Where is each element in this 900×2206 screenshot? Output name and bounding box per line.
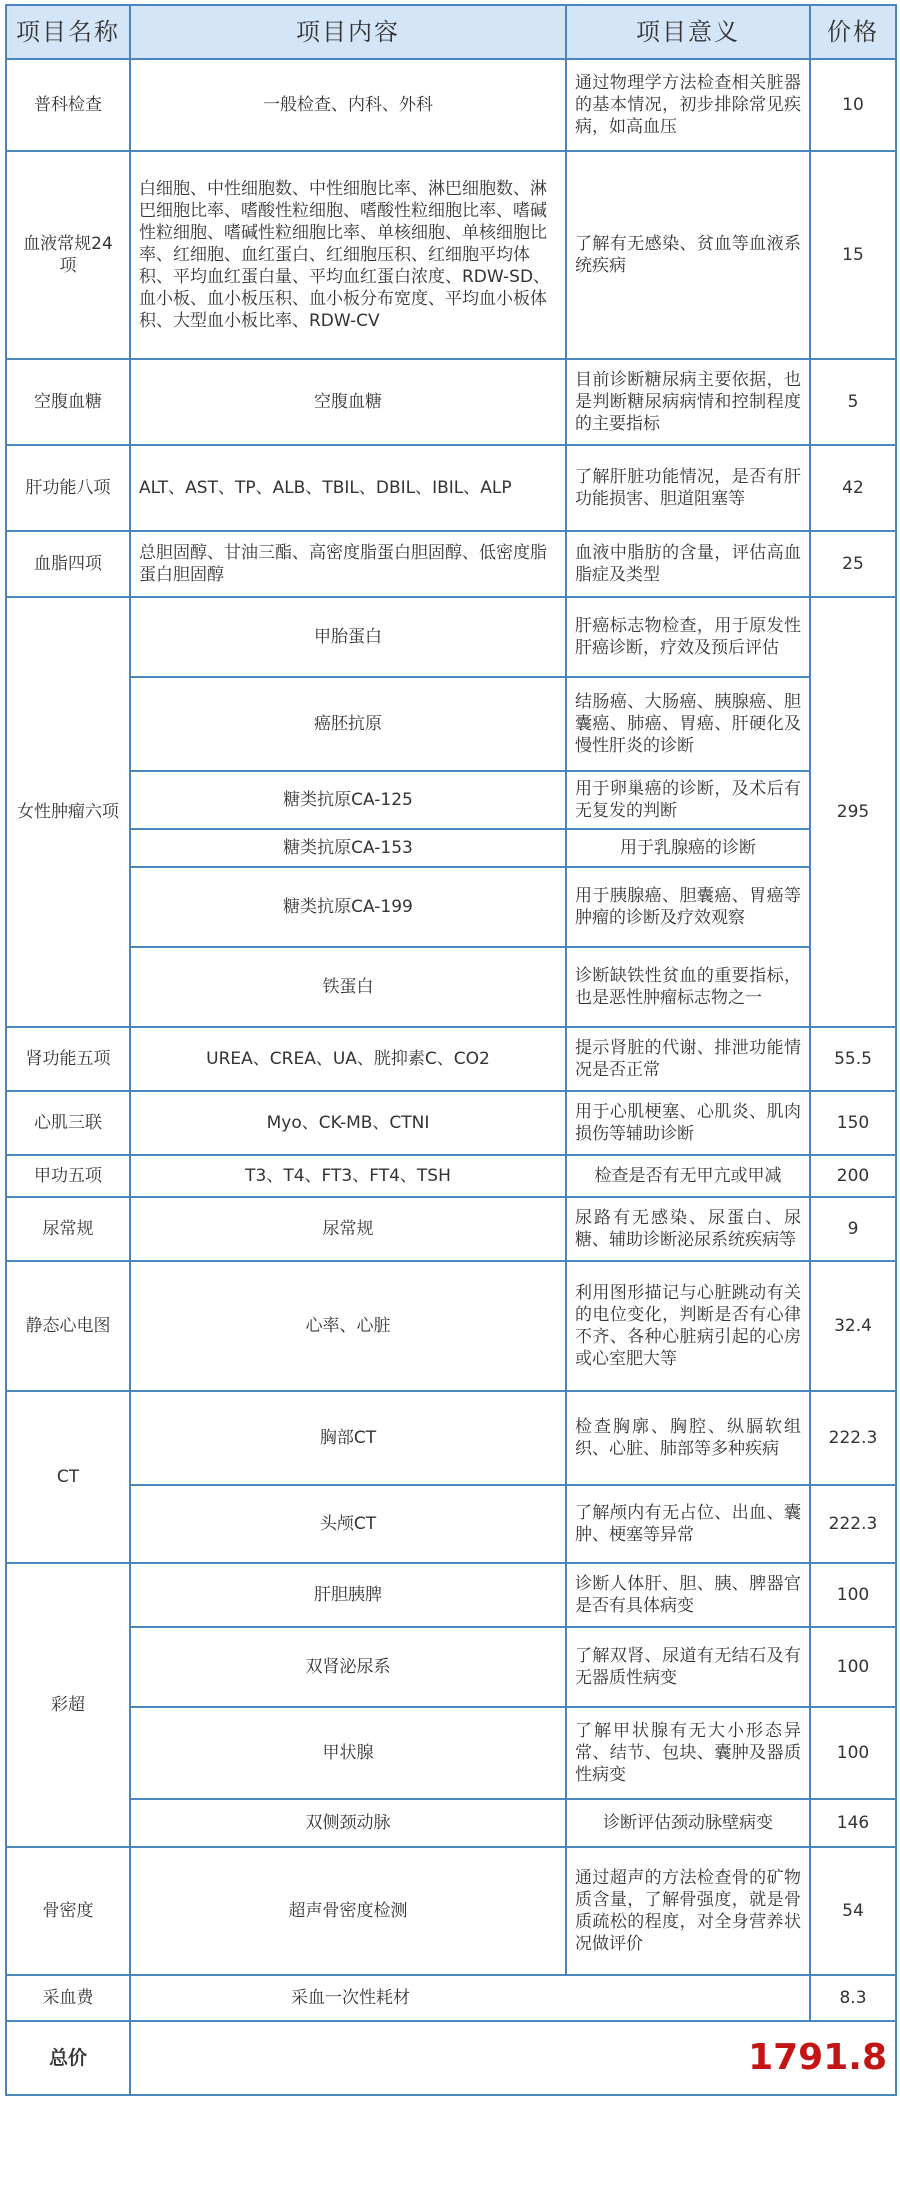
item-content: 心率、心脏 <box>130 1261 566 1391</box>
item-price: 15 <box>810 151 896 359</box>
item-content: 双侧颈动脉 <box>130 1799 566 1847</box>
item-meaning: 诊断评估颈动脉壁病变 <box>566 1799 810 1847</box>
item-meaning: 诊断人体肝、胆、胰、脾器官是否有具体病变 <box>566 1563 810 1627</box>
item-content: 双肾泌尿系 <box>130 1627 566 1707</box>
item-price: 10 <box>810 59 896 151</box>
table-row <box>6 1197 896 1261</box>
table-row <box>6 829 896 867</box>
table-row <box>6 771 896 829</box>
item-name: 女性肿瘤六项 <box>6 597 130 1027</box>
item-meaning: 提示肾脏的代谢、排泄功能情况是否正常 <box>566 1027 810 1091</box>
item-content: 糖类抗原CA-153 <box>130 829 566 867</box>
item-meaning: 尿路有无感染、尿蛋白、尿糖、辅助诊断泌尿系统疾病等 <box>566 1197 810 1261</box>
item-meaning: 用于心肌梗塞、心肌炎、肌肉损伤等辅助诊断 <box>566 1091 810 1155</box>
table-row <box>6 1847 896 1975</box>
header-row <box>6 5 896 59</box>
item-meaning: 诊断缺铁性贫血的重要指标，也是恶性肿瘤标志物之一 <box>566 947 810 1027</box>
item-price: 9 <box>810 1197 896 1261</box>
item-content: 白细胞、中性细胞数、中性细胞比率、淋巴细胞数、淋巴细胞比率、嗜酸性粒细胞、嗜酸性粒细胞比率、嗜碱性粒细胞、嗜碱性粒细胞比率、单核细胞、单核细胞比率、红细胞、血红蛋白、红细胞压积、红细胞平均体积、平均血红蛋白量、平均血红蛋白浓度、RDW-SD、血小板、血小板压积、血小板分布宽度、平均血小板体积、大型血小板比率、RDW-CV <box>130 151 566 359</box>
table-row <box>6 1627 896 1707</box>
item-meaning: 了解有无感染、贫血等血液系统疾病 <box>566 151 810 359</box>
table-row <box>6 1707 896 1799</box>
item-content: 尿常规 <box>130 1197 566 1261</box>
item-content: 胸部CT <box>130 1391 566 1485</box>
table-row <box>6 1091 896 1155</box>
item-name: 尿常规 <box>6 1197 130 1261</box>
table-row <box>6 1563 896 1627</box>
table-row <box>6 597 896 677</box>
item-price: 150 <box>810 1091 896 1155</box>
item-content: 总胆固醇、甘油三酯、高密度脂蛋白胆固醇、低密度脂蛋白胆固醇 <box>130 531 566 597</box>
table-row <box>6 359 896 445</box>
item-meaning: 用于胰腺癌、胆囊癌、胃癌等肿瘤的诊断及疗效观察 <box>566 867 810 947</box>
item-price: 25 <box>810 531 896 597</box>
item-meaning: 用于乳腺癌的诊断 <box>566 829 810 867</box>
total-value: 1791.8 <box>130 2021 896 2095</box>
item-meaning: 了解颅内有无占位、出血、囊肿、梗塞等异常 <box>566 1485 810 1563</box>
item-meaning: 检查胸廓、胸腔、纵膈软组织、心脏、肺部等多种疾病 <box>566 1391 810 1485</box>
total-row <box>6 2021 896 2095</box>
item-meaning: 用于卵巢癌的诊断，及术后有无复发的判断 <box>566 771 810 829</box>
item-meaning: 检查是否有无甲亢或甲减 <box>566 1155 810 1197</box>
item-price: 42 <box>810 445 896 531</box>
item-meaning: 了解肝脏功能情况，是否有肝功能损害、胆道阻塞等 <box>566 445 810 531</box>
table-row <box>6 151 896 359</box>
item-name: 空腹血糖 <box>6 359 130 445</box>
item-meaning: 肝癌标志物检查，用于原发性肝癌诊断，疗效及预后评估 <box>566 597 810 677</box>
item-price: 295 <box>810 597 896 1027</box>
total-label: 总价 <box>6 2021 130 2095</box>
item-name: 采血费 <box>6 1975 130 2021</box>
item-price: 146 <box>810 1799 896 1847</box>
header-meaning: 项目意义 <box>566 5 810 59</box>
item-price: 8.3 <box>810 1975 896 2021</box>
table-row <box>6 445 896 531</box>
item-content: 癌胚抗原 <box>130 677 566 771</box>
item-content: 空腹血糖 <box>130 359 566 445</box>
item-content: Myo、CK-MB、CTNI <box>130 1091 566 1155</box>
item-name: 肾功能五项 <box>6 1027 130 1091</box>
item-content: 头颅CT <box>130 1485 566 1563</box>
item-price: 100 <box>810 1563 896 1627</box>
item-price: 100 <box>810 1627 896 1707</box>
item-content: 肝胆胰脾 <box>130 1563 566 1627</box>
item-meaning: 血液中脂肪的含量，评估高血脂症及类型 <box>566 531 810 597</box>
table-row <box>6 1391 896 1485</box>
table-row <box>6 1261 896 1391</box>
item-name: 血液常规24项 <box>6 151 130 359</box>
item-meaning: 了解甲状腺有无大小形态异常、结节、包块、囊肿及器质性病变 <box>566 1707 810 1799</box>
table-row <box>6 1975 896 2021</box>
item-name: CT <box>6 1391 130 1563</box>
item-content: 甲胎蛋白 <box>130 597 566 677</box>
item-meaning: 结肠癌、大肠癌、胰腺癌、胆囊癌、肺癌、胃癌、肝硬化及慢性肝炎的诊断 <box>566 677 810 771</box>
item-content: UREA、CREA、UA、胱抑素C、CO2 <box>130 1027 566 1091</box>
item-content: 超声骨密度检测 <box>130 1847 566 1975</box>
table-row <box>6 1027 896 1091</box>
item-content: 甲状腺 <box>130 1707 566 1799</box>
item-name: 彩超 <box>6 1563 130 1847</box>
exam-price-table <box>5 4 897 2096</box>
item-price: 222.3 <box>810 1391 896 1485</box>
item-name: 静态心电图 <box>6 1261 130 1391</box>
table-row <box>6 677 896 771</box>
item-meaning: 目前诊断糖尿病主要依据，也是判断糖尿病病情和控制程度的主要指标 <box>566 359 810 445</box>
item-price: 32.4 <box>810 1261 896 1391</box>
item-content: 糖类抗原CA-125 <box>130 771 566 829</box>
item-price: 54 <box>810 1847 896 1975</box>
item-meaning: 了解双肾、尿道有无结石及有无器质性病变 <box>566 1627 810 1707</box>
item-meaning: 利用图形描记与心脏跳动有关的电位变化，判断是否有心律不齐、各种心脏病引起的心房或心室肥大等 <box>566 1261 810 1391</box>
table-row <box>6 1485 896 1563</box>
item-content: 采血一次性耗材 <box>130 1975 810 2021</box>
table-row <box>6 867 896 947</box>
table-row <box>6 1155 896 1197</box>
item-name: 普科检查 <box>6 59 130 151</box>
table-row <box>6 59 896 151</box>
table-row <box>6 947 896 1027</box>
item-price: 5 <box>810 359 896 445</box>
table-row <box>6 531 896 597</box>
header-price: 价格 <box>810 5 896 59</box>
header-name: 项目名称 <box>6 5 130 59</box>
item-price: 55.5 <box>810 1027 896 1091</box>
item-name: 心肌三联 <box>6 1091 130 1155</box>
item-name: 甲功五项 <box>6 1155 130 1197</box>
item-name: 肝功能八项 <box>6 445 130 531</box>
header-content: 项目内容 <box>130 5 566 59</box>
item-content: 一般检查、内科、外科 <box>130 59 566 151</box>
item-name: 血脂四项 <box>6 531 130 597</box>
item-price: 200 <box>810 1155 896 1197</box>
item-price: 100 <box>810 1707 896 1799</box>
item-content: 铁蛋白 <box>130 947 566 1027</box>
table-row <box>6 1799 896 1847</box>
item-content: T3、T4、FT3、FT4、TSH <box>130 1155 566 1197</box>
item-meaning: 通过物理学方法检查相关脏器的基本情况，初步排除常见疾病，如高血压 <box>566 59 810 151</box>
item-meaning: 通过超声的方法检查骨的矿物质含量，了解骨强度，就是骨质疏松的程度，对全身营养状况做评价 <box>566 1847 810 1975</box>
item-price: 222.3 <box>810 1485 896 1563</box>
item-name: 骨密度 <box>6 1847 130 1975</box>
item-content: ALT、AST、TP、ALB、TBIL、DBIL、IBIL、ALP <box>130 445 566 531</box>
item-content: 糖类抗原CA-199 <box>130 867 566 947</box>
